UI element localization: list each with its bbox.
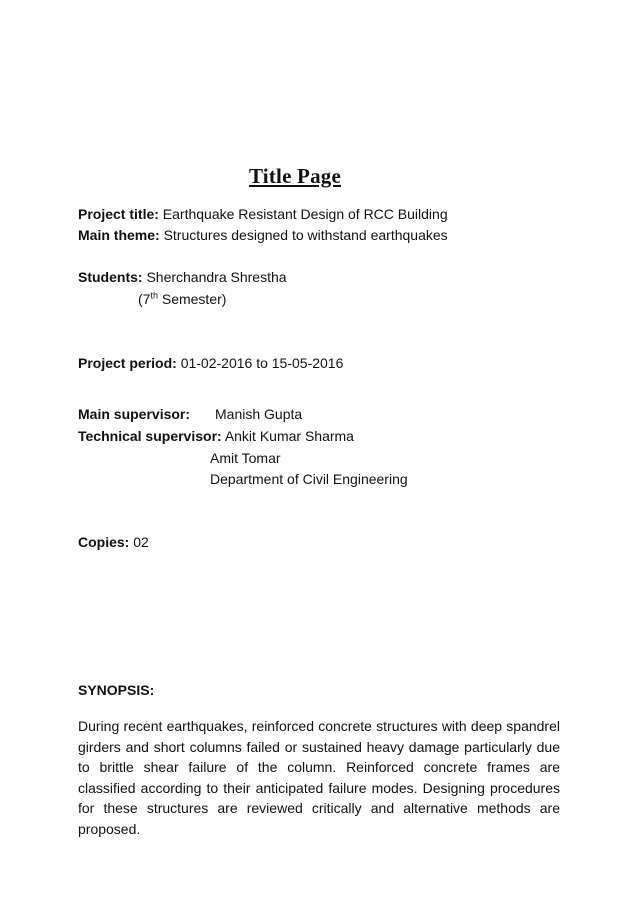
page-title: Title Page [248,164,341,188]
main-theme-line [78,226,448,244]
main-theme-value: Structures designed to withstand earthquakes [163,227,448,243]
semester-line [138,290,226,308]
students-line [78,268,287,286]
technical-supervisor-label: Technical supervisor: [78,428,222,444]
copies-value: 02 [133,534,149,550]
technical-supervisor-value-2: Amit Tomar [210,450,281,466]
project-period-line [78,354,343,372]
synopsis-paragraph: During recent earthquakes, reinforced concrete structures with deep spandrel girders and short columns failed or sustained heavy damage particularly due to brittle shear failure of the column. Reinforced concrete frames are classified according to their anticipated failure modes. Designing procedures for these structures are reviewed critically and alternative methods are proposed. [78,718,560,837]
technical-supervisor-line [78,427,354,445]
students-label: Students: [78,269,143,285]
semester-superscript: th [150,290,158,301]
technical-supervisor-value-1: Ankit Kumar Sharma [224,428,354,444]
student-name: Sherchandra Shrestha [146,269,287,285]
synopsis-heading: SYNOPSIS: [78,682,155,698]
project-title-line [78,205,448,223]
main-supervisor-label: Main supervisor: [78,406,191,422]
semester-open: (7 [138,291,151,307]
main-theme-label: Main theme: [78,227,160,243]
copies-line [78,533,149,551]
main-supervisor-line [78,405,190,423]
project-title-label: Project title: [78,206,159,222]
project-period-value: 01-02-2016 to 15-05-2016 [180,355,344,371]
project-title-value: Earthquake Resistant Design of RCC Building [162,206,448,222]
main-supervisor-value: Manish Gupta [215,406,303,422]
semester-rest: Semester) [157,291,227,307]
copies-label: Copies: [78,534,130,550]
project-period-label: Project period: [78,355,177,371]
department-name: Department of Civil Engineering [210,471,408,487]
